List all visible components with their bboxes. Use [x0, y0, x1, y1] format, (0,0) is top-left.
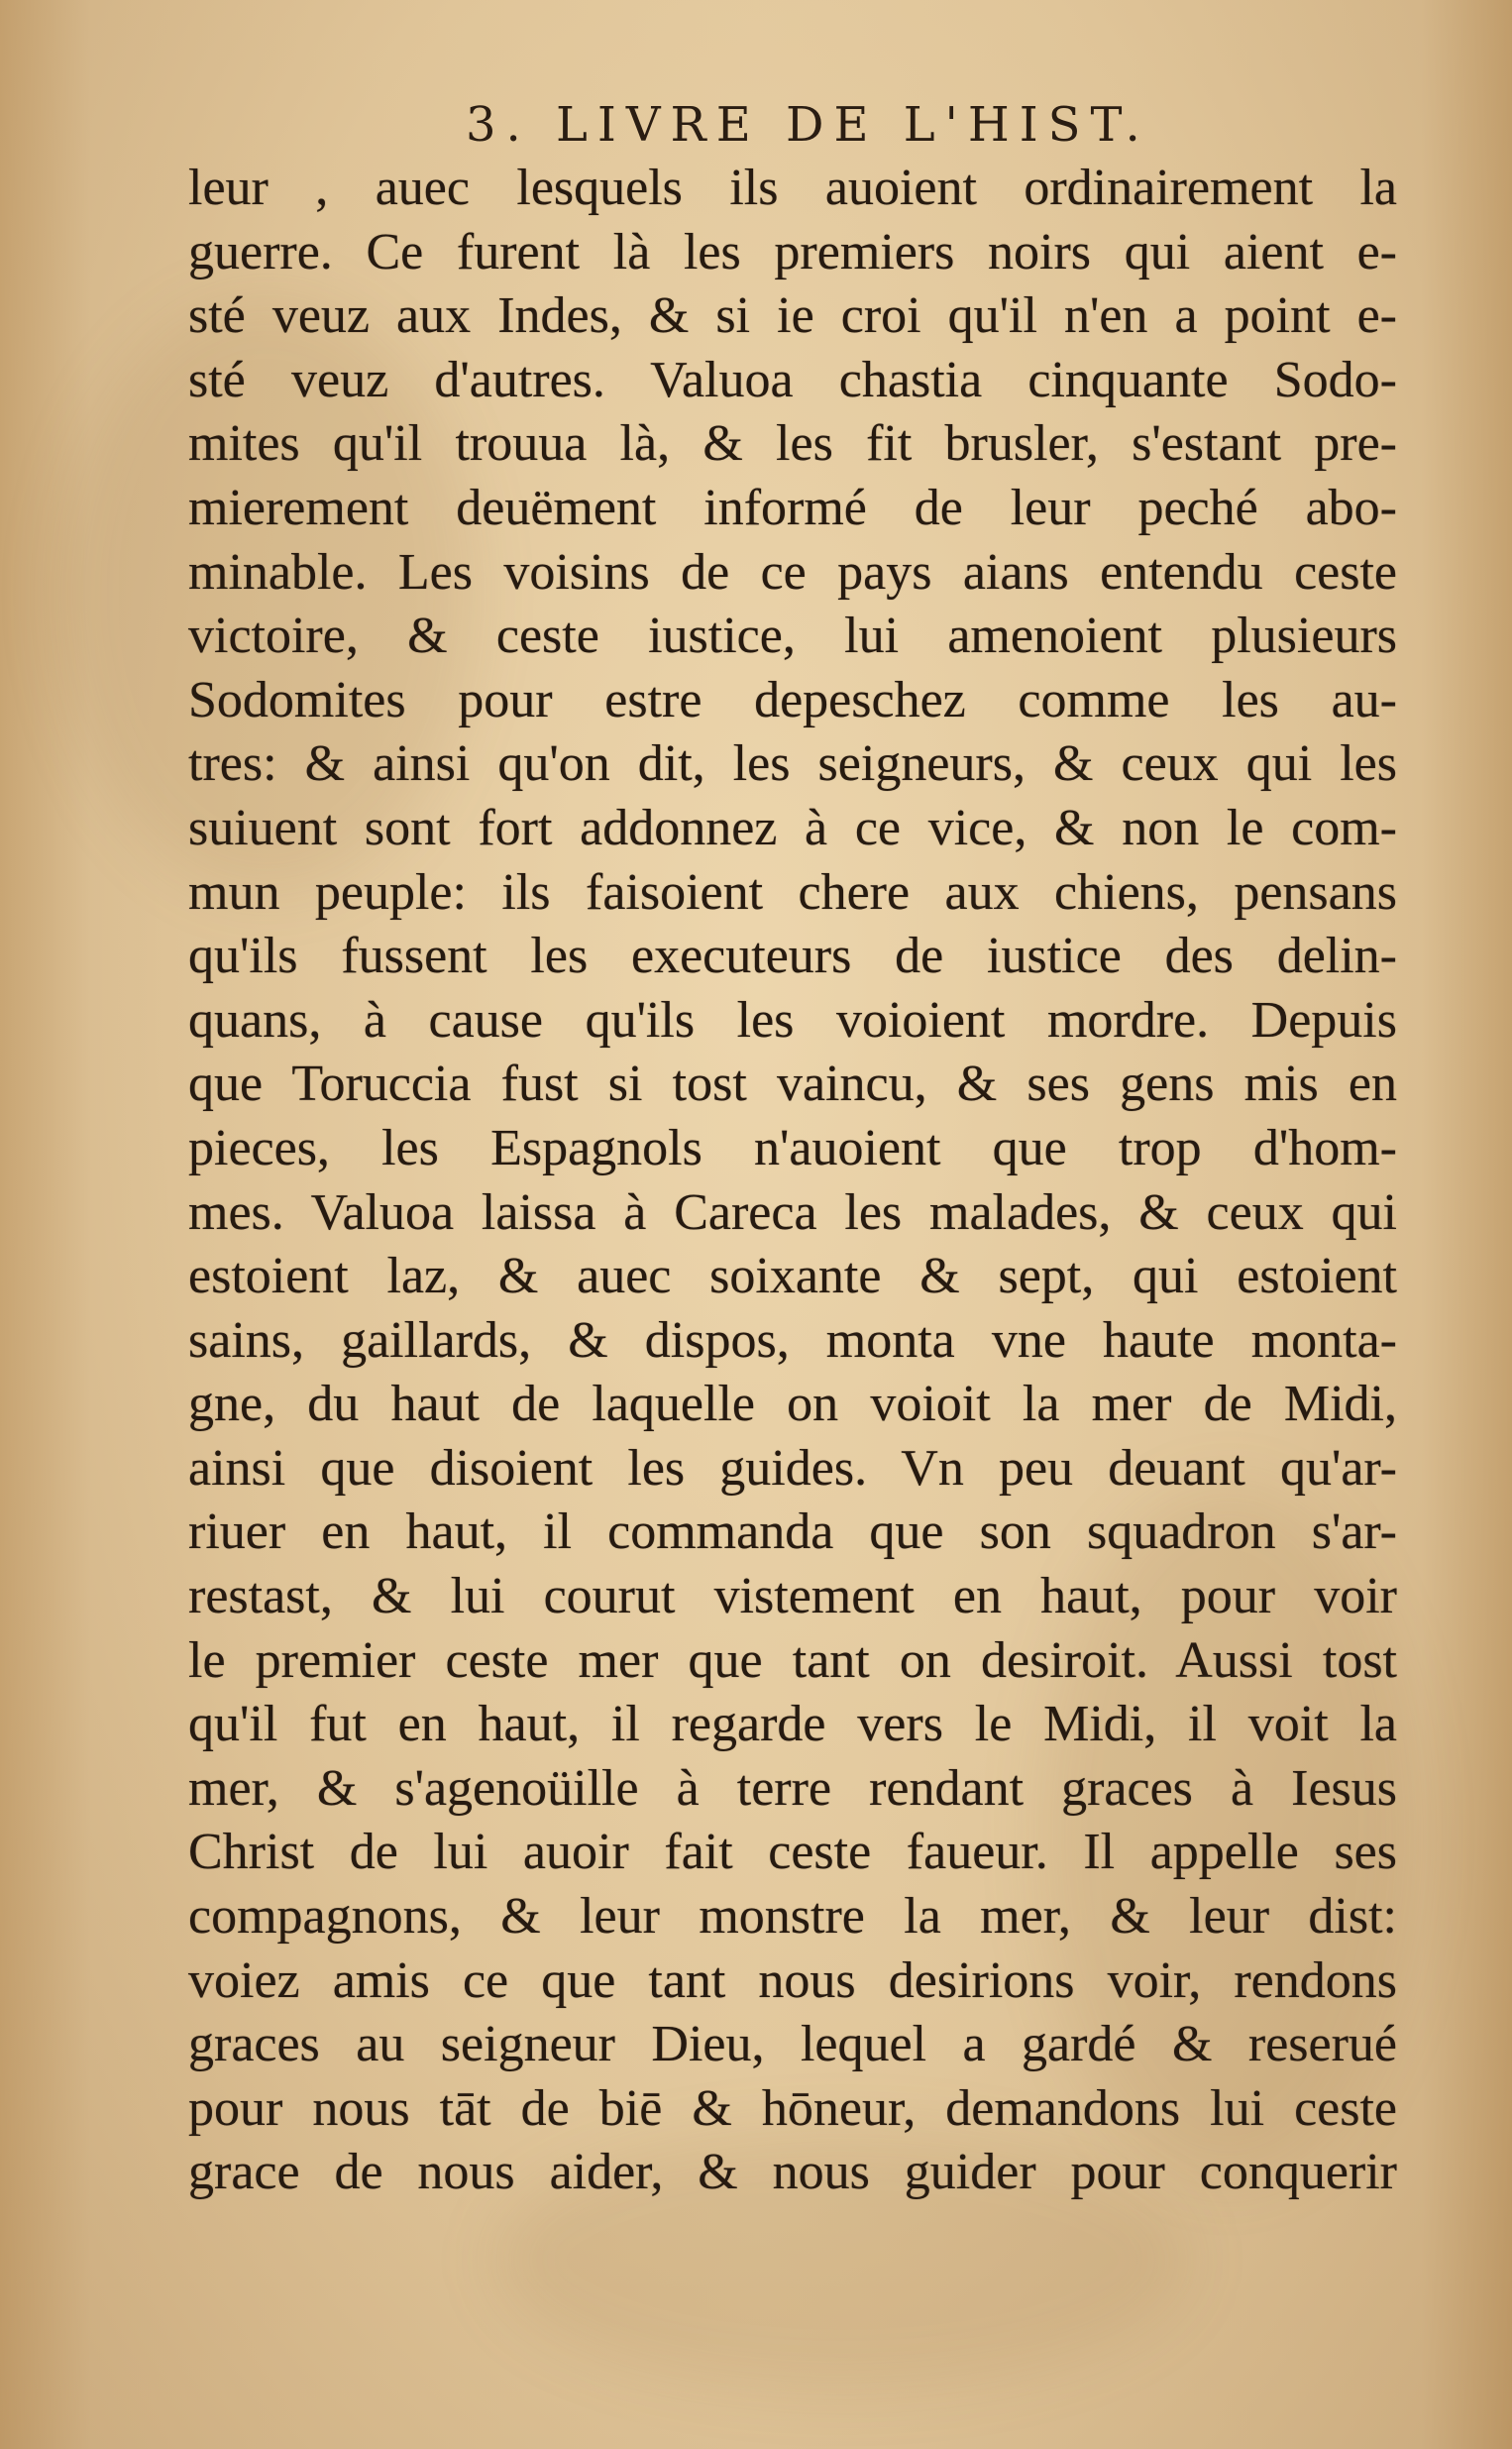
- text-line: ainsi que disoient les guides. Vn peu deuant qu'ar-: [188, 1439, 1397, 1497]
- text-line: mes. Valuoa laissa à Careca les malades, & ceux qui: [188, 1183, 1397, 1241]
- text-line: pieces, les Espagnols n'auoient que trop d'hom-: [188, 1119, 1397, 1176]
- text-line: qu'il fut en haut, il regarde vers le Midi, il voit la: [188, 1696, 1397, 1753]
- text-line: grace de nous aider, & nous guider pour conquerir: [188, 2144, 1397, 2201]
- text-line: leur , auec lesquels ils auoient ordinairement la: [188, 160, 1397, 216]
- text-line: mites qu'il trouua là, & les fit brusler, s'estant pre-: [188, 415, 1397, 473]
- text-line: suiuent sont fort addonnez à ce vice, & non le com-: [188, 799, 1397, 856]
- text-line: compagnons, & leur monstre la mer, & leur dist:: [188, 1888, 1397, 1946]
- text-line: mun peuple: ils faisoient chere aux chiens, pensans: [188, 863, 1397, 921]
- text-line: mierement deuëment informé de leur peché abo-: [188, 479, 1397, 536]
- text-line: que Toruccia fust si tost vaincu, & ses gens mis en: [188, 1056, 1397, 1113]
- text-line: le premier ceste mer que tant on desiroit. Aussi tost: [188, 1631, 1397, 1689]
- text-line: voiez amis ce que tant nous desirions voir, rendons: [188, 1951, 1397, 2009]
- text-line: estoient laz, & auec soixante & sept, qui estoient: [188, 1248, 1397, 1305]
- text-line: tres: & ainsi qu'on dit, les seigneurs, & ceux qui les: [188, 735, 1397, 793]
- body-text: [188, 157, 1397, 2205]
- text-line: Christ de lui auoir fait ceste faueur. Il appelle ses: [188, 1824, 1397, 1881]
- text-line: minable. Les voisins de ce pays aians entendu ceste: [188, 543, 1397, 601]
- running-head: 3. LIVRE DE L'HIST.: [466, 97, 1150, 153]
- text-line: Sodomites pour estre depeschez comme les au-: [188, 671, 1397, 728]
- text-line: guerre. Ce furent là les premiers noirs qui aient e-: [188, 223, 1397, 280]
- text-line: sté veuz aux Indes, & si ie croi qu'il n'en a point e-: [188, 287, 1397, 345]
- text-line: restast, & lui courut vistement en haut, pour voir: [188, 1568, 1397, 1625]
- text-line: gne, du haut de laquelle on voioit la mer de Midi,: [188, 1376, 1397, 1433]
- text-line: graces au seigneur Dieu, lequel a gardé & reserué: [188, 2016, 1397, 2073]
- text-line: pour nous tāt de biē & hōneur, demandons lui ceste: [188, 2079, 1397, 2137]
- text-line: quans, à cause qu'ils les voioient mordre. Depuis: [188, 991, 1397, 1049]
- text-line: qu'ils fussent les executeurs de iustice des delin-: [188, 928, 1397, 985]
- text-line: sté veuz d'autres. Valuoa chastia cinquante Sodo-: [188, 351, 1397, 408]
- text-line: riuer en haut, il commanda que son squadron s'ar-: [188, 1503, 1397, 1561]
- text-line: sains, gaillards, & dispos, monta vne haute monta-: [188, 1311, 1397, 1369]
- text-line: mer, & s'agenoüille à terre rendant graces à Iesus: [188, 1759, 1397, 1817]
- text-line: victoire, & ceste iustice, lui amenoient plusieurs: [188, 608, 1397, 665]
